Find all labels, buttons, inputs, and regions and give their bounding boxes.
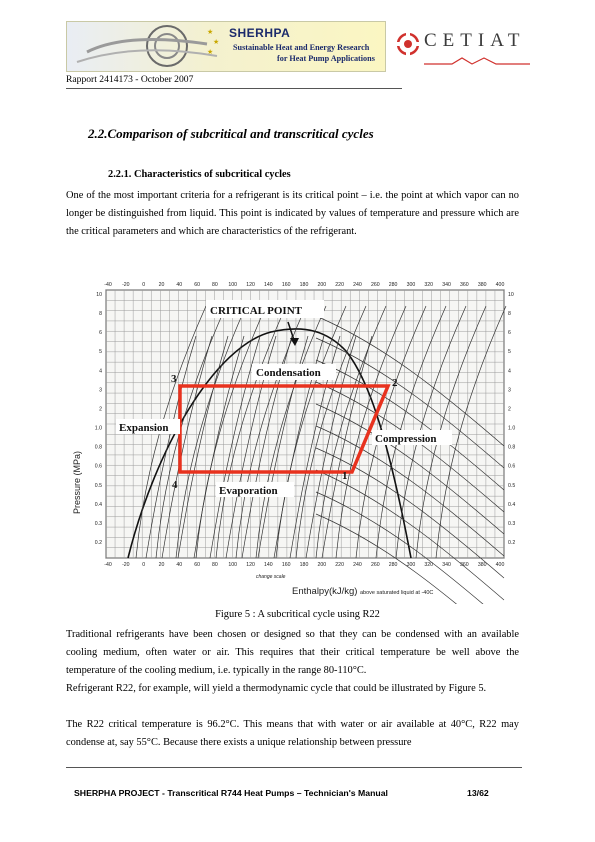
- top-tick-label: 80: [212, 282, 218, 288]
- figure-ph-diagram: [66, 276, 526, 604]
- bottom-tick-label: -40: [104, 562, 112, 568]
- bottom-tick-label: 300: [406, 562, 416, 568]
- left-tick-label: 10: [96, 292, 102, 298]
- right-tick-label: 0.5: [508, 482, 516, 489]
- left-tick-label: 0.2: [94, 540, 102, 546]
- left-tick-label: 6: [99, 330, 102, 337]
- footer-page-number: 13/62: [467, 788, 489, 798]
- top-tick-label: -20: [122, 282, 130, 288]
- cetiat-swoosh-icon: [422, 54, 532, 68]
- cetiat-logo: [394, 28, 534, 68]
- bottom-tick-label: 60: [194, 562, 200, 568]
- bottom-tick-label: 360: [460, 562, 469, 568]
- top-tick-label: 400: [495, 282, 505, 288]
- top-tick-label: 300: [406, 282, 416, 288]
- top-tick-label: 320: [424, 282, 434, 288]
- bottom-tick-label: 80: [212, 562, 218, 568]
- sherpha-logo-subtitle-2: for Heat Pump Applications: [277, 54, 375, 63]
- right-tick-label: 10: [508, 292, 514, 298]
- top-tick-label: -40: [104, 282, 112, 288]
- top-tick-label: 340: [442, 282, 451, 288]
- paragraph-critical-point: One of the most important criteria for a refrigerant is its critical point – i.e. the point at which vapor can no longer be distinguished from liquid. This point is indicated by values of temperature and pressure which are the critical parameters and which are characteristics of the refrigerant.: [66, 190, 519, 238]
- bottom-tick-label: 380: [477, 562, 487, 568]
- paragraph-r22-example: Refrigerant R22, for example, will yield a thermodynamic cycle that could be illustrated by Figure 5.: [66, 683, 487, 694]
- bottom-tick-label: 260: [370, 562, 380, 568]
- bottom-tick-label: 20: [158, 562, 165, 568]
- paragraph-traditional-refrigerants: Traditional refrigerants have been chosen or designed so that they can be condensed with an available cooling medium, often water or air. This requires that their critical temperature be well above the temperature of the cooling medium, i.e. typically in the range 80-110°C.: [66, 629, 519, 677]
- section-heading: 2.2.Comparison of subcritical and transcritical cycles: [88, 126, 374, 141]
- change-scale-note: change scale: [256, 574, 286, 580]
- bottom-tick-label: 320: [424, 562, 434, 568]
- top-tick-label: 60: [194, 282, 200, 288]
- bottom-tick-label: 100: [228, 562, 238, 568]
- bottom-tick-label: 180: [299, 562, 309, 568]
- paragraph-r22-critical-temperature: The R22 critical temperature is 96.2°C. This means that with water or air available at 40°C, R22 may condense at, say 55°C. Because there exists a unique relationship between pressure: [66, 719, 519, 749]
- bottom-tick-label: 200: [317, 562, 327, 568]
- left-tick-label: 0.5: [94, 482, 102, 489]
- top-tick-label: 160: [281, 282, 291, 288]
- cetiat-logo-text: CETIAT: [424, 30, 526, 51]
- top-tick-label: 360: [460, 282, 469, 288]
- label-evaporation: Evaporation: [219, 485, 278, 497]
- bottom-tick-label: 120: [246, 562, 255, 568]
- left-tick-label: 2: [99, 406, 102, 413]
- right-tick-label: 2: [508, 406, 511, 413]
- bottom-tick-label: 40: [176, 562, 183, 568]
- label-condensation: Condensation: [256, 367, 321, 379]
- label-expansion: Expansion: [119, 422, 169, 434]
- bottom-tick-label: 280: [388, 562, 398, 568]
- left-tick-label: 0.6: [94, 463, 102, 470]
- right-tick-label: 4: [508, 368, 511, 375]
- sherpha-logo-subtitle-1: Sustainable Heat and Energy Research: [233, 43, 370, 52]
- right-tick-label: 5: [508, 349, 511, 356]
- left-tick-label: 4: [99, 368, 102, 375]
- right-tick-label: 3: [508, 387, 511, 394]
- right-tick-label: 6: [508, 330, 511, 337]
- report-reference: Rapport 2414173 - October 2007: [66, 74, 194, 85]
- right-tick-label: 0.8: [508, 444, 516, 451]
- left-tick-label: 0.8: [94, 444, 102, 451]
- x-axis-note: above saturated liquid at -40C: [360, 590, 434, 596]
- sherpha-logo-graphic: [67, 22, 227, 71]
- svg-text:★: ★: [207, 28, 214, 36]
- top-tick-label: 260: [370, 282, 380, 288]
- top-tick-label: 220: [335, 282, 344, 288]
- top-tick-label: 40: [176, 282, 183, 288]
- top-tick-label: 20: [158, 282, 165, 288]
- right-tick-label: 0.2: [508, 540, 516, 546]
- left-tick-label: 1.0: [94, 425, 102, 432]
- top-tick-label: 280: [388, 282, 398, 288]
- bottom-tick-label: 340: [442, 562, 451, 568]
- left-tick-label: 0.4: [94, 501, 102, 508]
- top-tick-label: 120: [246, 282, 255, 288]
- top-tick-label: 240: [353, 282, 362, 288]
- bottom-tick-label: 400: [495, 562, 505, 568]
- label-compression: Compression: [375, 433, 437, 445]
- footer-divider: [66, 767, 522, 768]
- right-tick-label: 8: [508, 311, 511, 318]
- top-tick-label: 200: [317, 282, 327, 288]
- label-point-1: 1: [342, 470, 348, 482]
- y-axis-label: Pressure (MPa): [72, 450, 82, 514]
- subsection-heading: 2.2.1. Characteristics of subcritical cycles: [108, 169, 291, 180]
- left-tick-label: 8: [99, 311, 102, 318]
- right-tick-label: 0.3: [508, 520, 516, 527]
- footer-project-title: SHERPHA PROJECT - Transcritical R744 Heat Pumps – Technician's Manual: [74, 788, 388, 798]
- ph-diagram-svg: [66, 276, 526, 604]
- sherpha-logo: [66, 21, 386, 72]
- bottom-tick-label: 160: [281, 562, 291, 568]
- sherpha-logo-title: SHERHPA: [229, 26, 291, 40]
- right-tick-label: 1.0: [508, 425, 516, 432]
- svg-text:★: ★: [207, 48, 214, 56]
- top-tick-label: 140: [264, 282, 273, 288]
- right-tick-label: 0.6: [508, 463, 516, 470]
- svg-text:★: ★: [213, 38, 220, 46]
- left-tick-label: 0.3: [94, 520, 102, 527]
- figure-caption: Figure 5 : A subcritical cycle using R22: [215, 609, 380, 620]
- label-critical-point: CRITICAL POINT: [210, 305, 302, 317]
- bottom-tick-label: 140: [264, 562, 273, 568]
- left-tick-label: 5: [99, 349, 102, 356]
- bottom-tick-label: 220: [335, 562, 344, 568]
- bottom-tick-label: 0: [142, 562, 146, 568]
- bottom-tick-label: -20: [122, 562, 130, 568]
- bottom-tick-label: 240: [353, 562, 362, 568]
- top-tick-label: 0: [142, 282, 146, 288]
- left-tick-label: 3: [99, 387, 102, 394]
- top-tick-label: 380: [477, 282, 487, 288]
- label-point-3: 3: [171, 373, 177, 385]
- label-point-2: 2: [392, 377, 398, 389]
- top-tick-label: 180: [299, 282, 309, 288]
- top-tick-label: 100: [228, 282, 238, 288]
- label-point-4: 4: [172, 479, 178, 491]
- header-divider: [66, 88, 402, 89]
- x-axis-label: Enthalpy(kJ/kg): [292, 586, 358, 597]
- right-tick-label: 0.4: [508, 501, 516, 508]
